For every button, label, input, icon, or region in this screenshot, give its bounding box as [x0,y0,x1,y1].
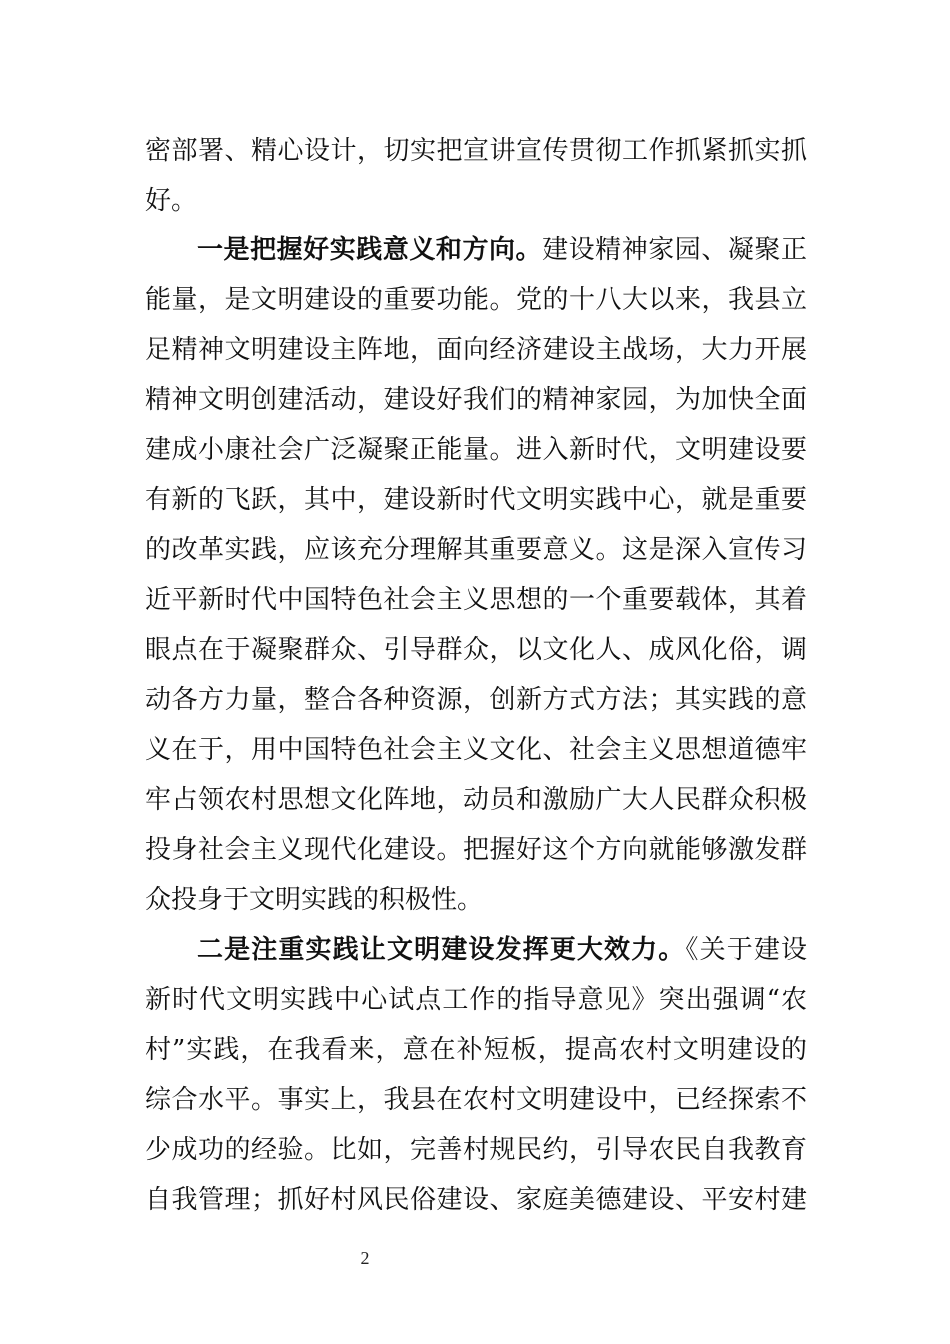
paragraph-continuation [145,126,807,226]
text-line: 自我管理；抓好村风民俗建设、家庭美德建设、平安村建 [145,1185,807,1215]
paragraph-heading: 二是注重实践让文明建设发挥更大效力。 [197,935,686,965]
text-line: 密部署、精心设计，切实把宣讲宣传贯彻工作抓紧抓实抓 [145,136,807,166]
text-line: 有新的飞跃，其中，建设新时代文明实践中心，就是重要 [145,485,807,515]
text-line: 建成小康社会广泛凝聚正能量。进入新时代，文明建设要 [145,435,807,465]
text-line: 村”实践，在我看来，意在补短板，提高农村文明建设的 [145,1035,807,1065]
text-line: 眼点在于凝聚群众、引导群众，以文化人、成风化俗，调 [145,635,807,665]
text-line: 投身社会主义现代化建设。把握好这个方向就能够激发群 [145,835,807,865]
text-line: 众投身于文明实践的积极性。 [145,885,484,915]
paragraph-first-line [145,225,807,275]
paragraph-practice-effectiveness [145,925,807,1225]
text-line: 近平新时代中国特色社会主义思想的一个重要载体，其着 [145,585,807,615]
text-line: 综合水平。事实上，我县在农村文明建设中，已经探索不 [145,1085,807,1115]
paragraph-practice-significance [145,225,807,925]
text-line: 能量，是文明建设的重要功能。党的十八大以来，我县立 [145,285,807,315]
text-line: 义在于，用中国特色社会主义文化、社会主义思想道德牢 [145,735,807,765]
text-line: 的改革实践，应该充分理解其重要意义。这是深入宣传习 [145,535,807,565]
paragraph-first-line [145,925,807,975]
text-line: 好。 [145,186,198,216]
text-line: 新时代文明实践中心试点工作的指导意见》突出强调“农 [145,985,807,1015]
text-line: 动各方力量，整合各种资源，创新方式方法；其实践的意 [145,685,807,715]
paragraph-first-line-text: 建设精神家园、凝聚正 [542,235,807,265]
text-line: 牢占领农村思想文化阵地，动员和激励广大人民群众积极 [145,785,807,815]
text-line: 精神文明创建活动，建设好我们的精神家园，为加快全面 [145,385,807,415]
text-line: 足精神文明建设主阵地，面向经济建设主战场，大力开展 [145,335,807,365]
page-number: 2 [360,1248,370,1268]
paragraph-heading: 一是把握好实践意义和方向。 [197,235,543,265]
paragraph-first-line-text: 《关于建设 [685,935,807,965]
text-line: 少成功的经验。比如，完善村规民约，引导农民自我教育 [145,1135,807,1165]
